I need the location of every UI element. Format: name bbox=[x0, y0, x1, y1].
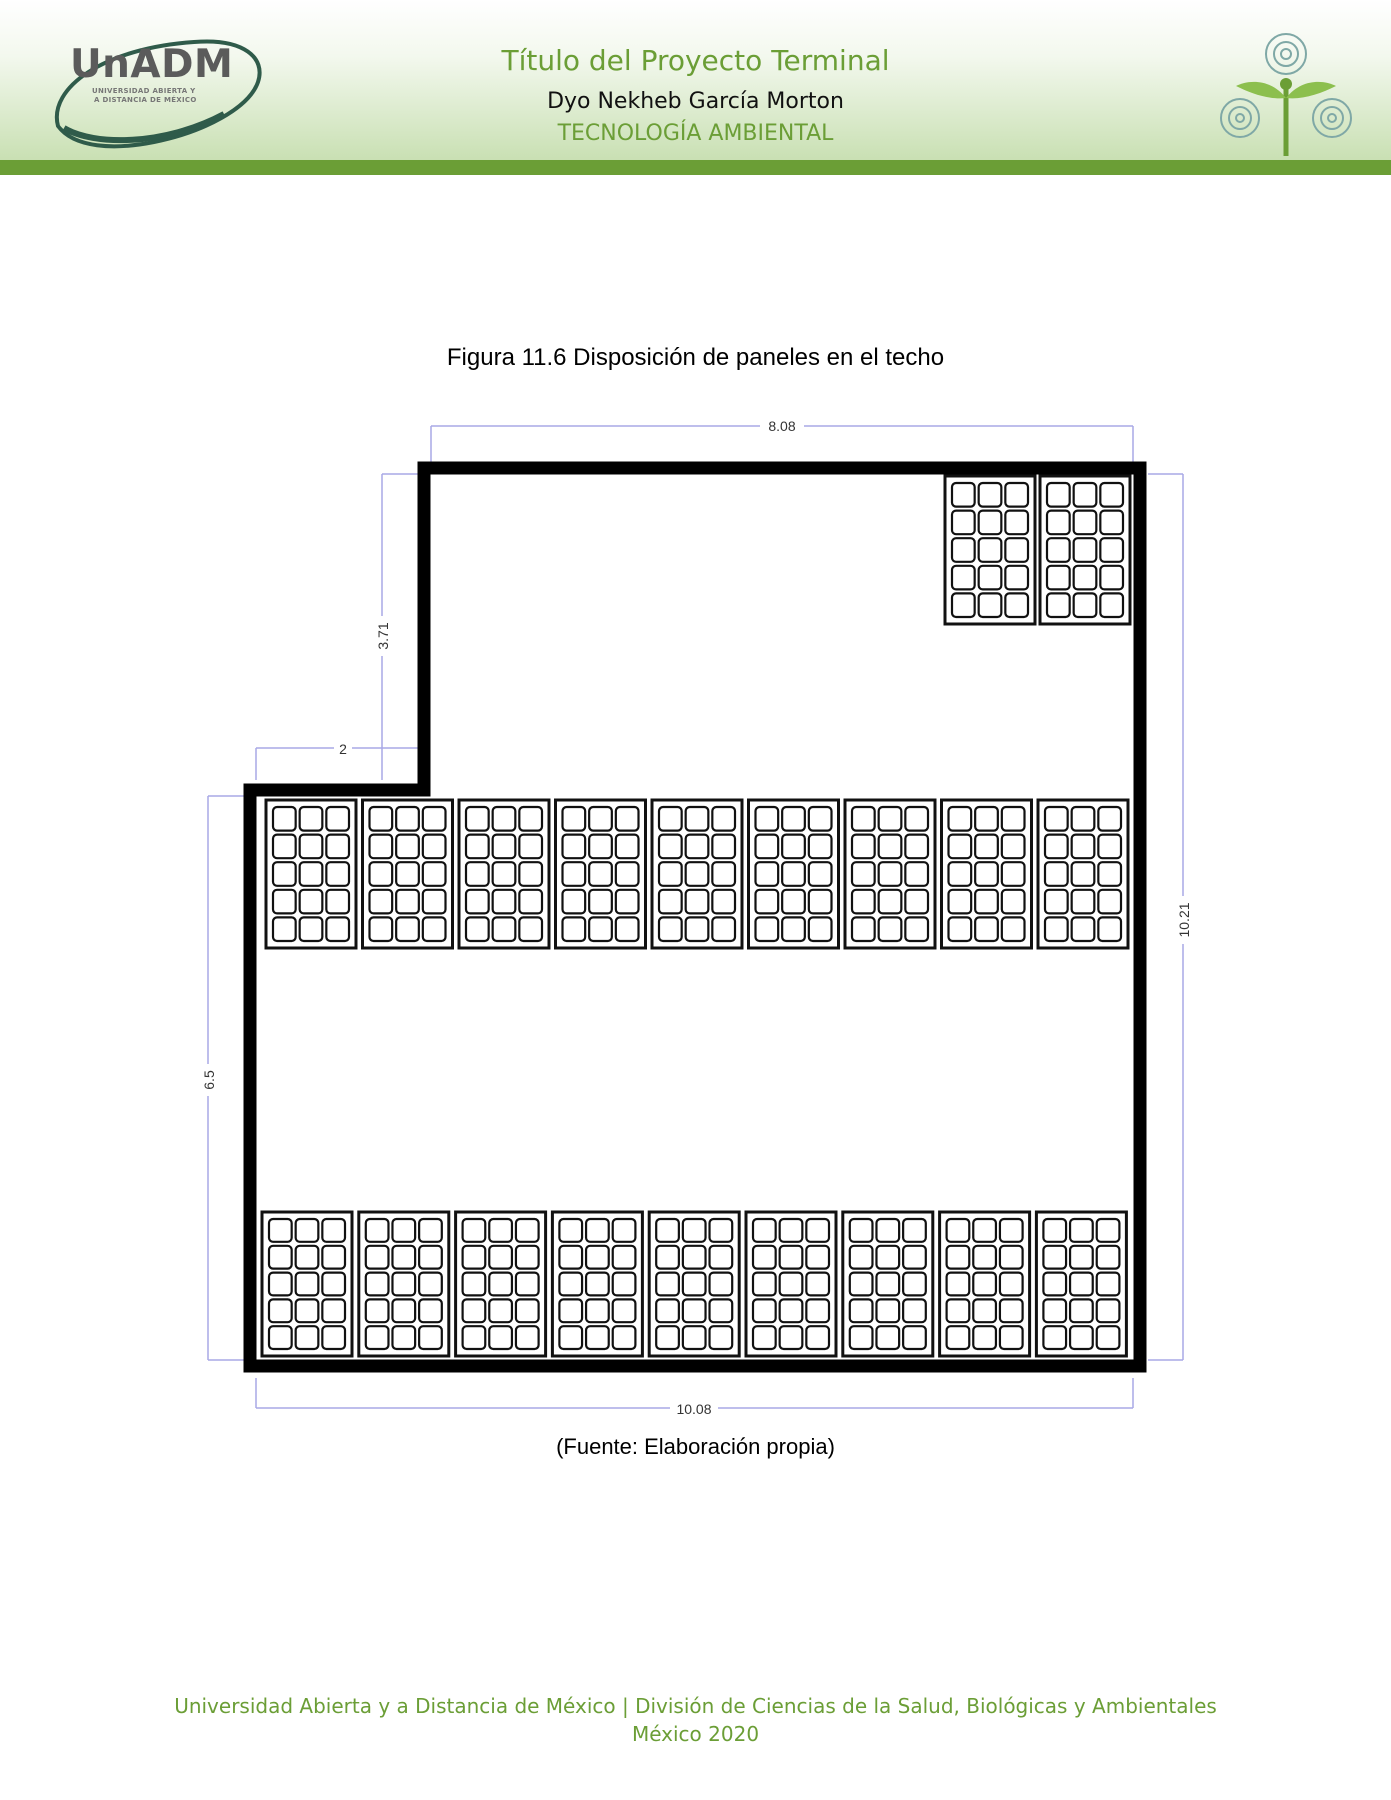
panel-middle-row bbox=[266, 800, 356, 948]
panel-bottom-row bbox=[940, 1212, 1030, 1356]
dim-upper-left-height: 3.71 bbox=[375, 622, 391, 650]
logo-wordmark: UnADM bbox=[70, 42, 234, 87]
panel-bottom-row bbox=[262, 1212, 352, 1356]
panel-middle-row bbox=[652, 800, 742, 948]
dim-step-width: 2 bbox=[339, 741, 347, 757]
figure-source: (Fuente: Elaboración propia) bbox=[556, 1434, 835, 1459]
panel-bottom-row bbox=[359, 1212, 449, 1356]
dim-bottom-width: 10.08 bbox=[676, 1401, 712, 1417]
panel-top-right bbox=[945, 476, 1035, 624]
dim-right-height: 10.21 bbox=[1176, 902, 1192, 938]
panel-bottom-row bbox=[552, 1212, 642, 1356]
panel-middle-row bbox=[363, 800, 453, 948]
dim-lower-left-height: 6.5 bbox=[201, 1070, 217, 1090]
panel-bottom-row bbox=[649, 1212, 739, 1356]
logo-subtitle-line2: A DISTANCIA DE MÉXICO bbox=[94, 96, 197, 104]
solar-panels bbox=[262, 476, 1130, 1356]
logo-subtitle-line1: UNIVERSIDAD ABIERTA Y bbox=[92, 87, 196, 95]
panel-middle-row bbox=[459, 800, 549, 948]
footer-year: México 2020 bbox=[631, 1722, 760, 1746]
author-name: Dyo Nekheb García Morton bbox=[547, 89, 844, 114]
panel-middle-row bbox=[942, 800, 1032, 948]
panel-middle-row bbox=[845, 800, 935, 948]
panel-bottom-row bbox=[456, 1212, 546, 1356]
dim-top-width: 8.08 bbox=[768, 418, 796, 434]
figure-title: Figura 11.6 Disposición de paneles en el techo bbox=[446, 344, 945, 371]
panel-middle-row bbox=[556, 800, 646, 948]
panel-bottom-row bbox=[746, 1212, 836, 1356]
project-title: Título del Proyecto Terminal bbox=[501, 44, 890, 77]
panel-top-right bbox=[1040, 476, 1130, 624]
panel-bottom-row bbox=[843, 1212, 933, 1356]
panel-middle-row bbox=[749, 800, 839, 948]
panel-middle-row bbox=[1038, 800, 1128, 948]
program-name: TECNOLOGÍA AMBIENTAL bbox=[557, 121, 834, 146]
panel-bottom-row bbox=[1036, 1212, 1126, 1356]
footer-institution: Universidad Abierta y a Distancia de México | División de Ciencias de la Salud, Biológicas y Ambientales bbox=[174, 1694, 1217, 1718]
